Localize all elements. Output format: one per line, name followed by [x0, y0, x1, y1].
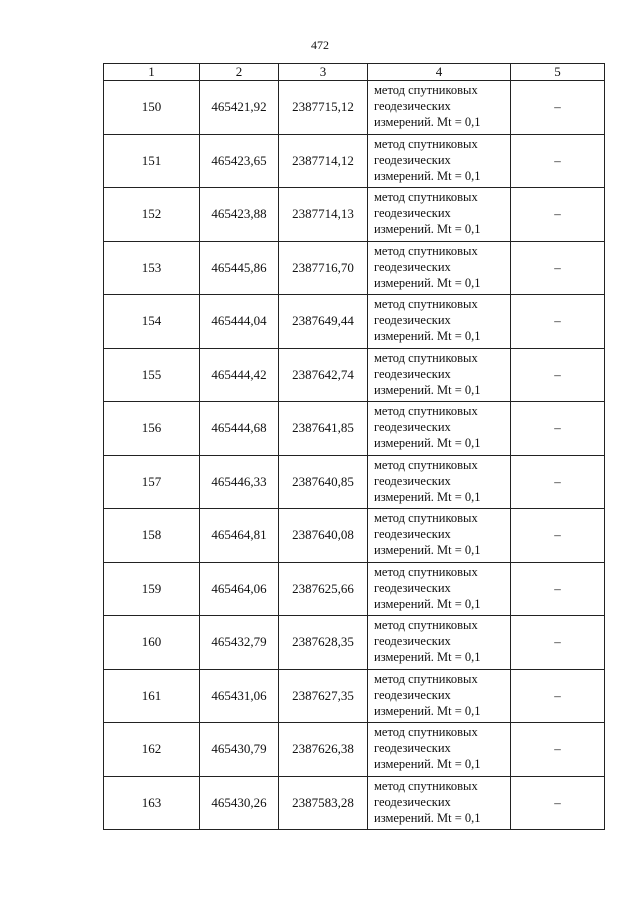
coordinate-x: 465432,79: [200, 616, 279, 670]
coordinate-y: 2387583,28: [279, 776, 368, 830]
point-number: 151: [104, 134, 200, 188]
column-5-value: –: [511, 348, 605, 402]
column-5-value: –: [511, 81, 605, 135]
table-row: [104, 616, 605, 670]
method-description: [368, 723, 511, 777]
method-line-1: метод спутниковых: [374, 404, 478, 418]
method-line-2: геодезических: [374, 741, 451, 755]
point-number: 161: [104, 669, 200, 723]
table-row: [104, 348, 605, 402]
column-5-value: –: [511, 509, 605, 563]
method-line-1: метод спутниковых: [374, 511, 478, 525]
coordinate-y: 2387640,85: [279, 455, 368, 509]
header-col-1: 1: [104, 64, 200, 81]
coordinate-x: 465423,65: [200, 134, 279, 188]
table-row: [104, 295, 605, 349]
method-line-2: геодезических: [374, 259, 451, 274]
table-body: [104, 81, 605, 830]
column-5-value: –: [511, 295, 605, 349]
coordinate-y: 2387714,13: [279, 188, 368, 242]
method-line-1: метод спутниковых: [374, 671, 478, 686]
coordinates-table: [103, 63, 605, 830]
coordinate-x: 465421,92: [200, 81, 279, 135]
method-line-2: геодезических: [374, 313, 451, 327]
method-line-1: метод спутниковых: [374, 243, 478, 258]
table-row: [104, 562, 605, 616]
method-line-3: измерений. Mt = 0,1: [374, 436, 481, 450]
point-number: 154: [104, 295, 200, 349]
point-number: 158: [104, 509, 200, 563]
method-line-1: метод спутниковых: [374, 83, 478, 97]
coordinate-y: 2387714,12: [279, 134, 368, 188]
point-number: 155: [104, 348, 200, 402]
coordinate-x: 465445,86: [200, 241, 279, 295]
method-line-3: измерений. Mt = 0,1: [374, 810, 481, 825]
method-description: [368, 616, 511, 670]
method-description: [368, 348, 511, 402]
table-row: [104, 188, 605, 242]
method-line-3: измерений. Mt = 0,1: [374, 543, 481, 557]
method-line-3: измерений. Mt = 0,1: [374, 596, 481, 611]
method-description: [368, 81, 511, 135]
point-number: 153: [104, 241, 200, 295]
method-line-2: геодезических: [374, 99, 451, 113]
coordinate-x: 465446,33: [200, 455, 279, 509]
coordinate-y: 2387625,66: [279, 562, 368, 616]
coordinate-x: 465444,04: [200, 295, 279, 349]
coordinate-x: 465444,68: [200, 402, 279, 456]
method-line-3: измерений. Mt = 0,1: [374, 222, 481, 236]
method-line-1: метод спутниковых: [374, 190, 478, 204]
coordinate-x: 465431,06: [200, 669, 279, 723]
point-number: 159: [104, 562, 200, 616]
coordinate-x: 465430,26: [200, 776, 279, 830]
coordinate-y: 2387715,12: [279, 81, 368, 135]
point-number: 152: [104, 188, 200, 242]
column-5-value: –: [511, 241, 605, 295]
point-number: 156: [104, 402, 200, 456]
table-row: [104, 134, 605, 188]
coordinate-x: 465444,42: [200, 348, 279, 402]
column-5-value: –: [511, 562, 605, 616]
method-line-3: измерений. Mt = 0,1: [374, 757, 481, 771]
page-number: 472: [311, 38, 329, 52]
method-line-1: метод спутниковых: [374, 564, 478, 579]
table-row: [104, 455, 605, 509]
coordinate-x: 465464,81: [200, 509, 279, 563]
method-line-1: метод спутниковых: [374, 778, 478, 793]
method-description: [368, 562, 511, 616]
point-number: 157: [104, 455, 200, 509]
method-line-2: геодезических: [374, 687, 451, 702]
header-row: [104, 64, 605, 81]
method-line-3: измерений. Mt = 0,1: [374, 275, 481, 290]
method-line-1: метод спутниковых: [374, 725, 478, 739]
method-description: [368, 134, 511, 188]
method-description: [368, 241, 511, 295]
table-row: [104, 723, 605, 777]
table-row: [104, 669, 605, 723]
method-line-3: измерений. Mt = 0,1: [374, 168, 481, 183]
method-description: [368, 455, 511, 509]
method-line-3: измерений. Mt = 0,1: [374, 382, 481, 397]
method-line-3: измерений. Mt = 0,1: [374, 703, 481, 718]
coordinate-y: 2387640,08: [279, 509, 368, 563]
coordinate-y: 2387649,44: [279, 295, 368, 349]
coordinate-x: 465423,88: [200, 188, 279, 242]
column-5-value: –: [511, 402, 605, 456]
coordinate-y: 2387626,38: [279, 723, 368, 777]
method-line-3: измерений. Mt = 0,1: [374, 650, 481, 664]
coordinate-x: 465430,79: [200, 723, 279, 777]
method-line-1: метод спутниковых: [374, 457, 478, 472]
method-line-2: геодезических: [374, 420, 451, 434]
method-description: [368, 776, 511, 830]
column-5-value: –: [511, 669, 605, 723]
coordinate-y: 2387628,35: [279, 616, 368, 670]
coordinate-x: 465464,06: [200, 562, 279, 616]
coordinate-y: 2387627,35: [279, 669, 368, 723]
column-5-value: –: [511, 455, 605, 509]
column-5-value: –: [511, 723, 605, 777]
coordinate-y: 2387641,85: [279, 402, 368, 456]
header-col-5: 5: [511, 64, 605, 81]
method-line-1: метод спутниковых: [374, 297, 478, 311]
header-col-3: 3: [279, 64, 368, 81]
method-description: [368, 669, 511, 723]
method-line-2: геодезических: [374, 206, 451, 220]
table-row: [104, 776, 605, 830]
column-5-value: –: [511, 188, 605, 242]
point-number: 160: [104, 616, 200, 670]
header-col-2: 2: [200, 64, 279, 81]
point-number: 162: [104, 723, 200, 777]
table-row: [104, 509, 605, 563]
method-line-1: метод спутниковых: [374, 136, 478, 151]
column-5-value: –: [511, 616, 605, 670]
method-description: [368, 188, 511, 242]
method-line-3: измерений. Mt = 0,1: [374, 489, 481, 504]
method-line-2: геодезических: [374, 634, 451, 648]
method-description: [368, 295, 511, 349]
table-row: [104, 241, 605, 295]
method-description: [368, 402, 511, 456]
method-line-2: геодезических: [374, 527, 451, 541]
table-row: [104, 402, 605, 456]
coordinate-y: 2387642,74: [279, 348, 368, 402]
column-5-value: –: [511, 776, 605, 830]
header-col-4: 4: [368, 64, 511, 81]
point-number: 150: [104, 81, 200, 135]
method-line-2: геодезических: [374, 366, 451, 381]
table-row: [104, 81, 605, 135]
method-line-2: геодезических: [374, 473, 451, 488]
point-number: 163: [104, 776, 200, 830]
method-line-1: метод спутниковых: [374, 618, 478, 632]
method-description: [368, 509, 511, 563]
coordinate-y: 2387716,70: [279, 241, 368, 295]
method-line-1: метод спутниковых: [374, 350, 478, 365]
method-line-2: геодезических: [374, 794, 451, 809]
column-5-value: –: [511, 134, 605, 188]
method-line-3: измерений. Mt = 0,1: [374, 329, 481, 343]
method-line-3: измерений. Mt = 0,1: [374, 115, 481, 129]
method-line-2: геодезических: [374, 580, 451, 595]
method-line-2: геодезических: [374, 152, 451, 167]
